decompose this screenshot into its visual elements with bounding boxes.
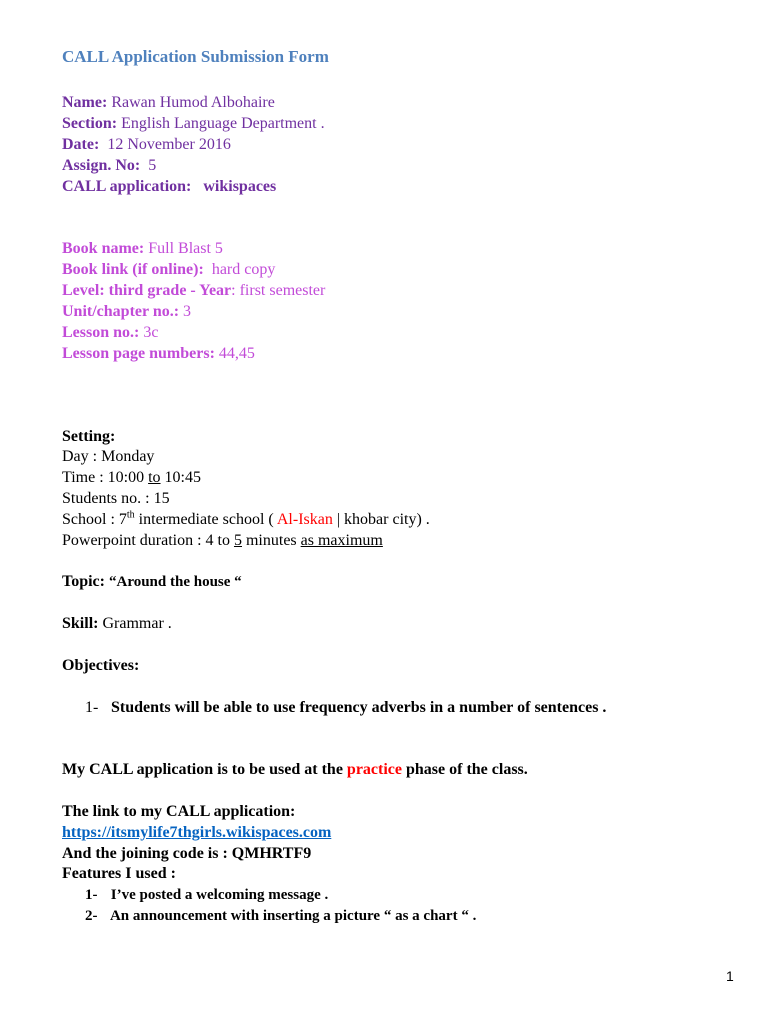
usage-highlight: practice [346, 761, 402, 778]
name-row [62, 93, 275, 113]
level-value: first semester [235, 282, 326, 299]
usage-prefix: My CALL application is to be used at the [62, 761, 347, 778]
time-to: to [148, 469, 161, 486]
ppt-max: as maximum [300, 532, 383, 549]
book-name-value: Full Blast 5 [148, 240, 223, 257]
name-label: Name: [62, 94, 108, 111]
link-heading: The link to my CALL application: [62, 803, 296, 820]
ppt-prefix: Powerpoint duration : 4 to [62, 532, 234, 549]
unit-label: Unit/chapter no.: [62, 303, 180, 320]
level-row [62, 281, 325, 301]
school-sup: th [126, 509, 135, 521]
objective-item [85, 698, 606, 718]
skill-label: Skill: [62, 615, 99, 632]
assign-value: 5 [148, 157, 157, 174]
topic-row [62, 572, 242, 592]
feature-text: I’ve posted a welcoming message . [110, 887, 329, 903]
setting-students: Students no. : 15 [62, 490, 170, 507]
feature-item [85, 885, 328, 905]
lesson-value: 3c [143, 324, 159, 341]
ppt-five: 5 [233, 532, 242, 549]
topic-label: Topic: [62, 573, 105, 590]
name-value: Rawan Humod Albohaire [111, 94, 275, 111]
assign-row [62, 156, 156, 176]
book-name-label: Book name: [62, 240, 145, 257]
school-red: Al-Iskan [276, 511, 333, 528]
skill-row [62, 614, 172, 634]
setting-time [62, 468, 201, 488]
pages-label: Lesson page numbers: [62, 345, 215, 362]
pages-row [62, 344, 255, 364]
setting-school [62, 510, 430, 530]
usage-suffix: phase of the class. [402, 761, 528, 778]
school-mid: intermediate school ( [134, 511, 277, 528]
app-row [62, 177, 276, 197]
app-value: wikispaces [203, 178, 277, 195]
book-link-row [62, 260, 275, 280]
topic-value: “Around the house “ [108, 574, 242, 590]
objective-number: 1- [85, 699, 99, 716]
date-value: 12 November 2016 [107, 136, 231, 153]
setting-heading: Setting: [62, 428, 116, 445]
usage-line [62, 760, 528, 780]
feature-number: 1- [85, 887, 98, 903]
time-prefix: Time : 10:00 [62, 469, 149, 486]
book-link-value: hard copy [211, 261, 276, 278]
book-link-label: Book link (if online): [62, 261, 204, 278]
features-heading: Features I used : [62, 865, 176, 882]
book-name-row [62, 239, 223, 259]
date-row [62, 135, 231, 155]
form-title: CALL Application Submission Form [62, 47, 329, 66]
unit-row [62, 302, 191, 322]
page-number: 1 [726, 968, 734, 984]
section-row [62, 114, 325, 134]
call-app-link[interactable]: https://itsmylife7thgirls.wikispaces.com [62, 824, 332, 841]
level-colon: : [231, 282, 236, 299]
lesson-label: Lesson no.: [62, 324, 140, 341]
skill-value: Grammar . [102, 615, 172, 632]
date-label: Date: [62, 136, 100, 153]
feature-text: An announcement with inserting a picture “ as a chart “ . [109, 908, 477, 924]
pages-value: 44,45 [218, 345, 255, 362]
section-label: Section: [62, 115, 118, 132]
section-value: English Language Department . [121, 115, 325, 132]
time-suffix: 10:45 [160, 469, 201, 486]
school-prefix: School : 7 [62, 511, 127, 528]
feature-number: 2- [85, 908, 98, 924]
setting-ppt [62, 531, 383, 551]
lesson-row [62, 323, 158, 343]
objectives-heading: Objectives: [62, 657, 140, 674]
ppt-mid: minutes [241, 532, 301, 549]
school-suffix: | khobar city) . [332, 511, 430, 528]
app-label: CALL application: [62, 178, 192, 195]
feature-item [85, 906, 476, 926]
unit-value: 3 [183, 303, 192, 320]
level-label: Level: third grade - Year [62, 282, 232, 299]
objective-text: Students will be able to use frequency adverbs in a number of sentences . [111, 699, 607, 716]
setting-day: Day : Monday [62, 448, 155, 465]
assign-label: Assign. No: [62, 157, 141, 174]
joining-code: And the joining code is : QMHRTF9 [62, 845, 312, 862]
